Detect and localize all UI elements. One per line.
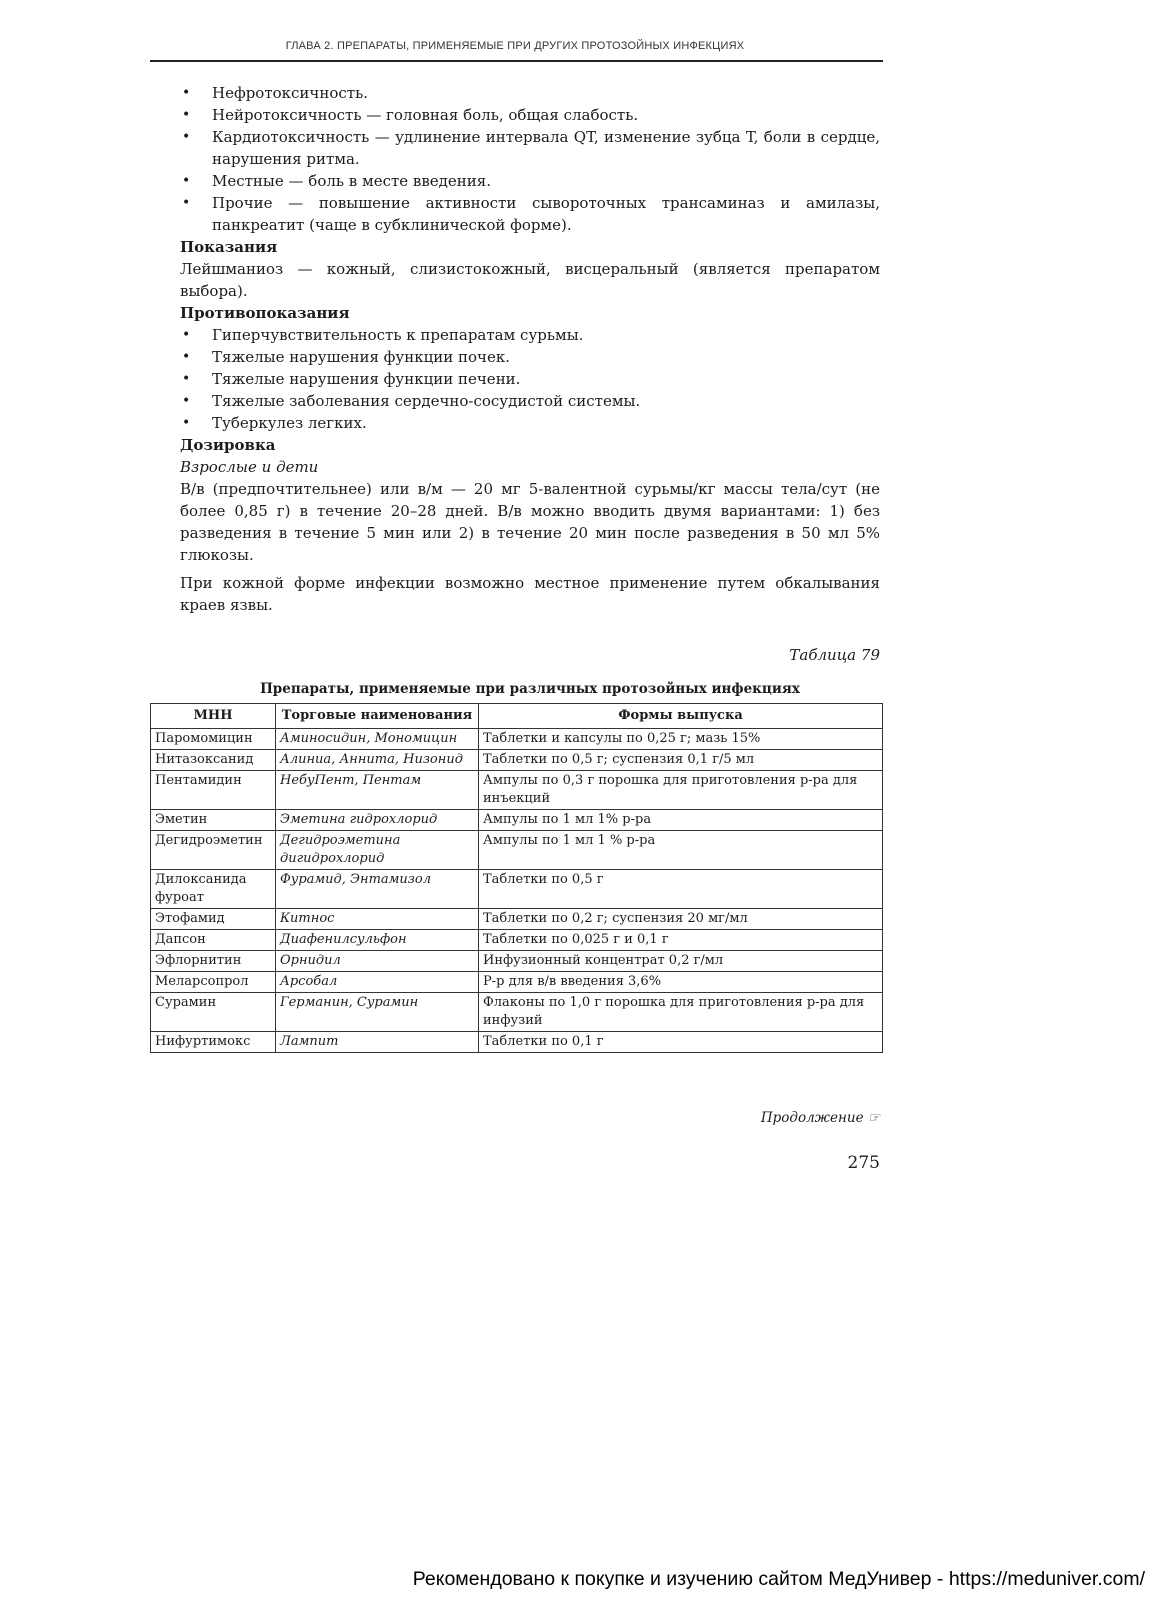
- table-title: Препараты, применяемые при различных протозойных инфекциях: [260, 681, 800, 697]
- inn-cell: Паромомицин: [151, 729, 276, 750]
- drugs-table: [150, 703, 883, 1053]
- inn-cell: Дегидроэметин: [151, 831, 276, 870]
- list-item: • Кардиотоксичность — удлинение интервала QT, изменение зубца T, боли в сердце, нарушения ритма.: [180, 126, 880, 170]
- dosage-subheading: Взрослые и дети: [180, 458, 319, 476]
- forms-cell: Таблетки по 0,5 г; суспензия 0,1 г/5 мл: [479, 750, 883, 771]
- trade-name-cell: НебуПент, Пентам: [276, 771, 479, 810]
- inn-cell: Нитазоксанид: [151, 750, 276, 771]
- inn-cell: Этофамид: [151, 909, 276, 930]
- table-label: Таблица 79: [789, 646, 880, 664]
- adverse-effects-list: [180, 82, 880, 236]
- table-row: [151, 870, 883, 909]
- table-row: [151, 993, 883, 1032]
- inn-cell: Дилоксанида фуроат: [151, 870, 276, 909]
- inn-cell: Дапсон: [151, 930, 276, 951]
- table-row: [151, 750, 883, 771]
- trade-name-cell: Лампит: [276, 1032, 479, 1053]
- table-row: [151, 831, 883, 870]
- contraindications-list: [180, 324, 880, 434]
- inn-cell: Эфлорнитин: [151, 951, 276, 972]
- forms-cell: Таблетки по 0,5 г: [479, 870, 883, 909]
- trade-name-cell: Аминосидин, Мономицин: [276, 729, 479, 750]
- forms-cell: Таблетки по 0,1 г: [479, 1032, 883, 1053]
- trade-name-cell: Эметина гидрохлорид: [276, 810, 479, 831]
- trade-name-cell: Китнос: [276, 909, 479, 930]
- indications-text: Лейшманиоз — кожный, слизистокожный, висцеральный (является препаратом выбора).: [180, 260, 880, 300]
- dosage-heading: Дозировка: [180, 436, 276, 454]
- forms-cell: Ампулы по 0,3 г порошка для приготовления р-ра для инъекций: [479, 771, 883, 810]
- forms-cell: Таблетки и капсулы по 0,25 г; мазь 15%: [479, 729, 883, 750]
- list-item: • Прочие — повышение активности сывороточных трансаминаз и амилазы, панкреатит (чаще в субклинической форме).: [180, 192, 880, 236]
- main-text: [180, 82, 880, 712]
- column-header: Формы выпуска: [479, 704, 883, 729]
- table-row: [151, 909, 883, 930]
- list-item: • Нефротоксичность.: [180, 82, 880, 104]
- table-header-row: [151, 704, 883, 729]
- trade-name-cell: Алиниа, Аннита, Низонид: [276, 750, 479, 771]
- page-number: 275: [847, 1153, 880, 1173]
- list-item: • Нейротоксичность — головная боль, общая слабость.: [180, 104, 880, 126]
- dosage-paragraph: При кожной форме инфекции возможно местное применение путем обкалывания краев язвы.: [180, 574, 880, 614]
- running-head: ГЛАВА 2. ПРЕПАРАТЫ, ПРИМЕНЯЕМЫЕ ПРИ ДРУГИХ ПРОТОЗОЙНЫХ ИНФЕКЦИЯХ: [285, 40, 745, 52]
- table-row: [151, 951, 883, 972]
- list-item: • Местные — боль в месте введения.: [180, 170, 880, 192]
- inn-cell: Нифуртимокс: [151, 1032, 276, 1053]
- trade-name-cell: Дегидроэметина дигидрохлорид: [276, 831, 479, 870]
- column-header: Торговые наименования: [276, 704, 479, 729]
- table-row: [151, 810, 883, 831]
- trade-name-cell: Орнидил: [276, 951, 479, 972]
- table-row: [151, 1032, 883, 1053]
- list-item: • Тяжелые нарушения функции почек.: [180, 346, 880, 368]
- continuation-note: Продолжение ☞: [760, 1110, 880, 1126]
- table-row: [151, 729, 883, 750]
- header-rule: [150, 60, 883, 62]
- table-row: [151, 972, 883, 993]
- trade-name-cell: Германин, Сурамин: [276, 993, 479, 1032]
- forms-cell: Флаконы по 1,0 г порошка для приготовления р-ра для инфузий: [479, 993, 883, 1032]
- forms-cell: Ампулы по 1 мл 1 % р-ра: [479, 831, 883, 870]
- footer-link-text: Рекомендовано к покупке и изучению сайтом МедУнивер - https://meduniver.com/: [412, 1568, 1145, 1590]
- forms-cell: Таблетки по 0,025 г и 0,1 г: [479, 930, 883, 951]
- forms-cell: Р-р для в/в введения 3,6%: [479, 972, 883, 993]
- table-row: [151, 771, 883, 810]
- column-header: МНН: [151, 704, 276, 729]
- trade-name-cell: Диафенилсульфон: [276, 930, 479, 951]
- inn-cell: Сурамин: [151, 993, 276, 1032]
- inn-cell: Пентамидин: [151, 771, 276, 810]
- inn-cell: Эметин: [151, 810, 276, 831]
- table-row: [151, 930, 883, 951]
- forms-cell: Таблетки по 0,2 г; суспензия 20 мг/мл: [479, 909, 883, 930]
- inn-cell: Меларсопрол: [151, 972, 276, 993]
- forms-cell: Инфузионный концентрат 0,2 г/мл: [479, 951, 883, 972]
- list-item: • Тяжелые заболевания сердечно-сосудистой системы.: [180, 390, 880, 412]
- list-item: • Гиперчувствительность к препаратам сурьмы.: [180, 324, 880, 346]
- forms-cell: Ампулы по 1 мл 1% р-ра: [479, 810, 883, 831]
- contraindications-heading: Противопоказания: [180, 304, 350, 322]
- dosage-paragraph: В/в (предпочтительнее) или в/м — 20 мг 5-валентной сурьмы/кг массы тела/сут (не более 0,85 г) в течение 20–28 дней. В/в можно вводить двумя вариантами: 1) без разведения в течение 5 мин или 2) в течение 20 мин после разведения в 50 мл 5% глюкозы.: [180, 480, 880, 564]
- indications-heading: Показания: [180, 238, 278, 256]
- trade-name-cell: Фурамид, Энтамизол: [276, 870, 479, 909]
- list-item: • Тяжелые нарушения функции печени.: [180, 368, 880, 390]
- trade-name-cell: Арсобал: [276, 972, 479, 993]
- list-item: • Туберкулез легких.: [180, 412, 880, 434]
